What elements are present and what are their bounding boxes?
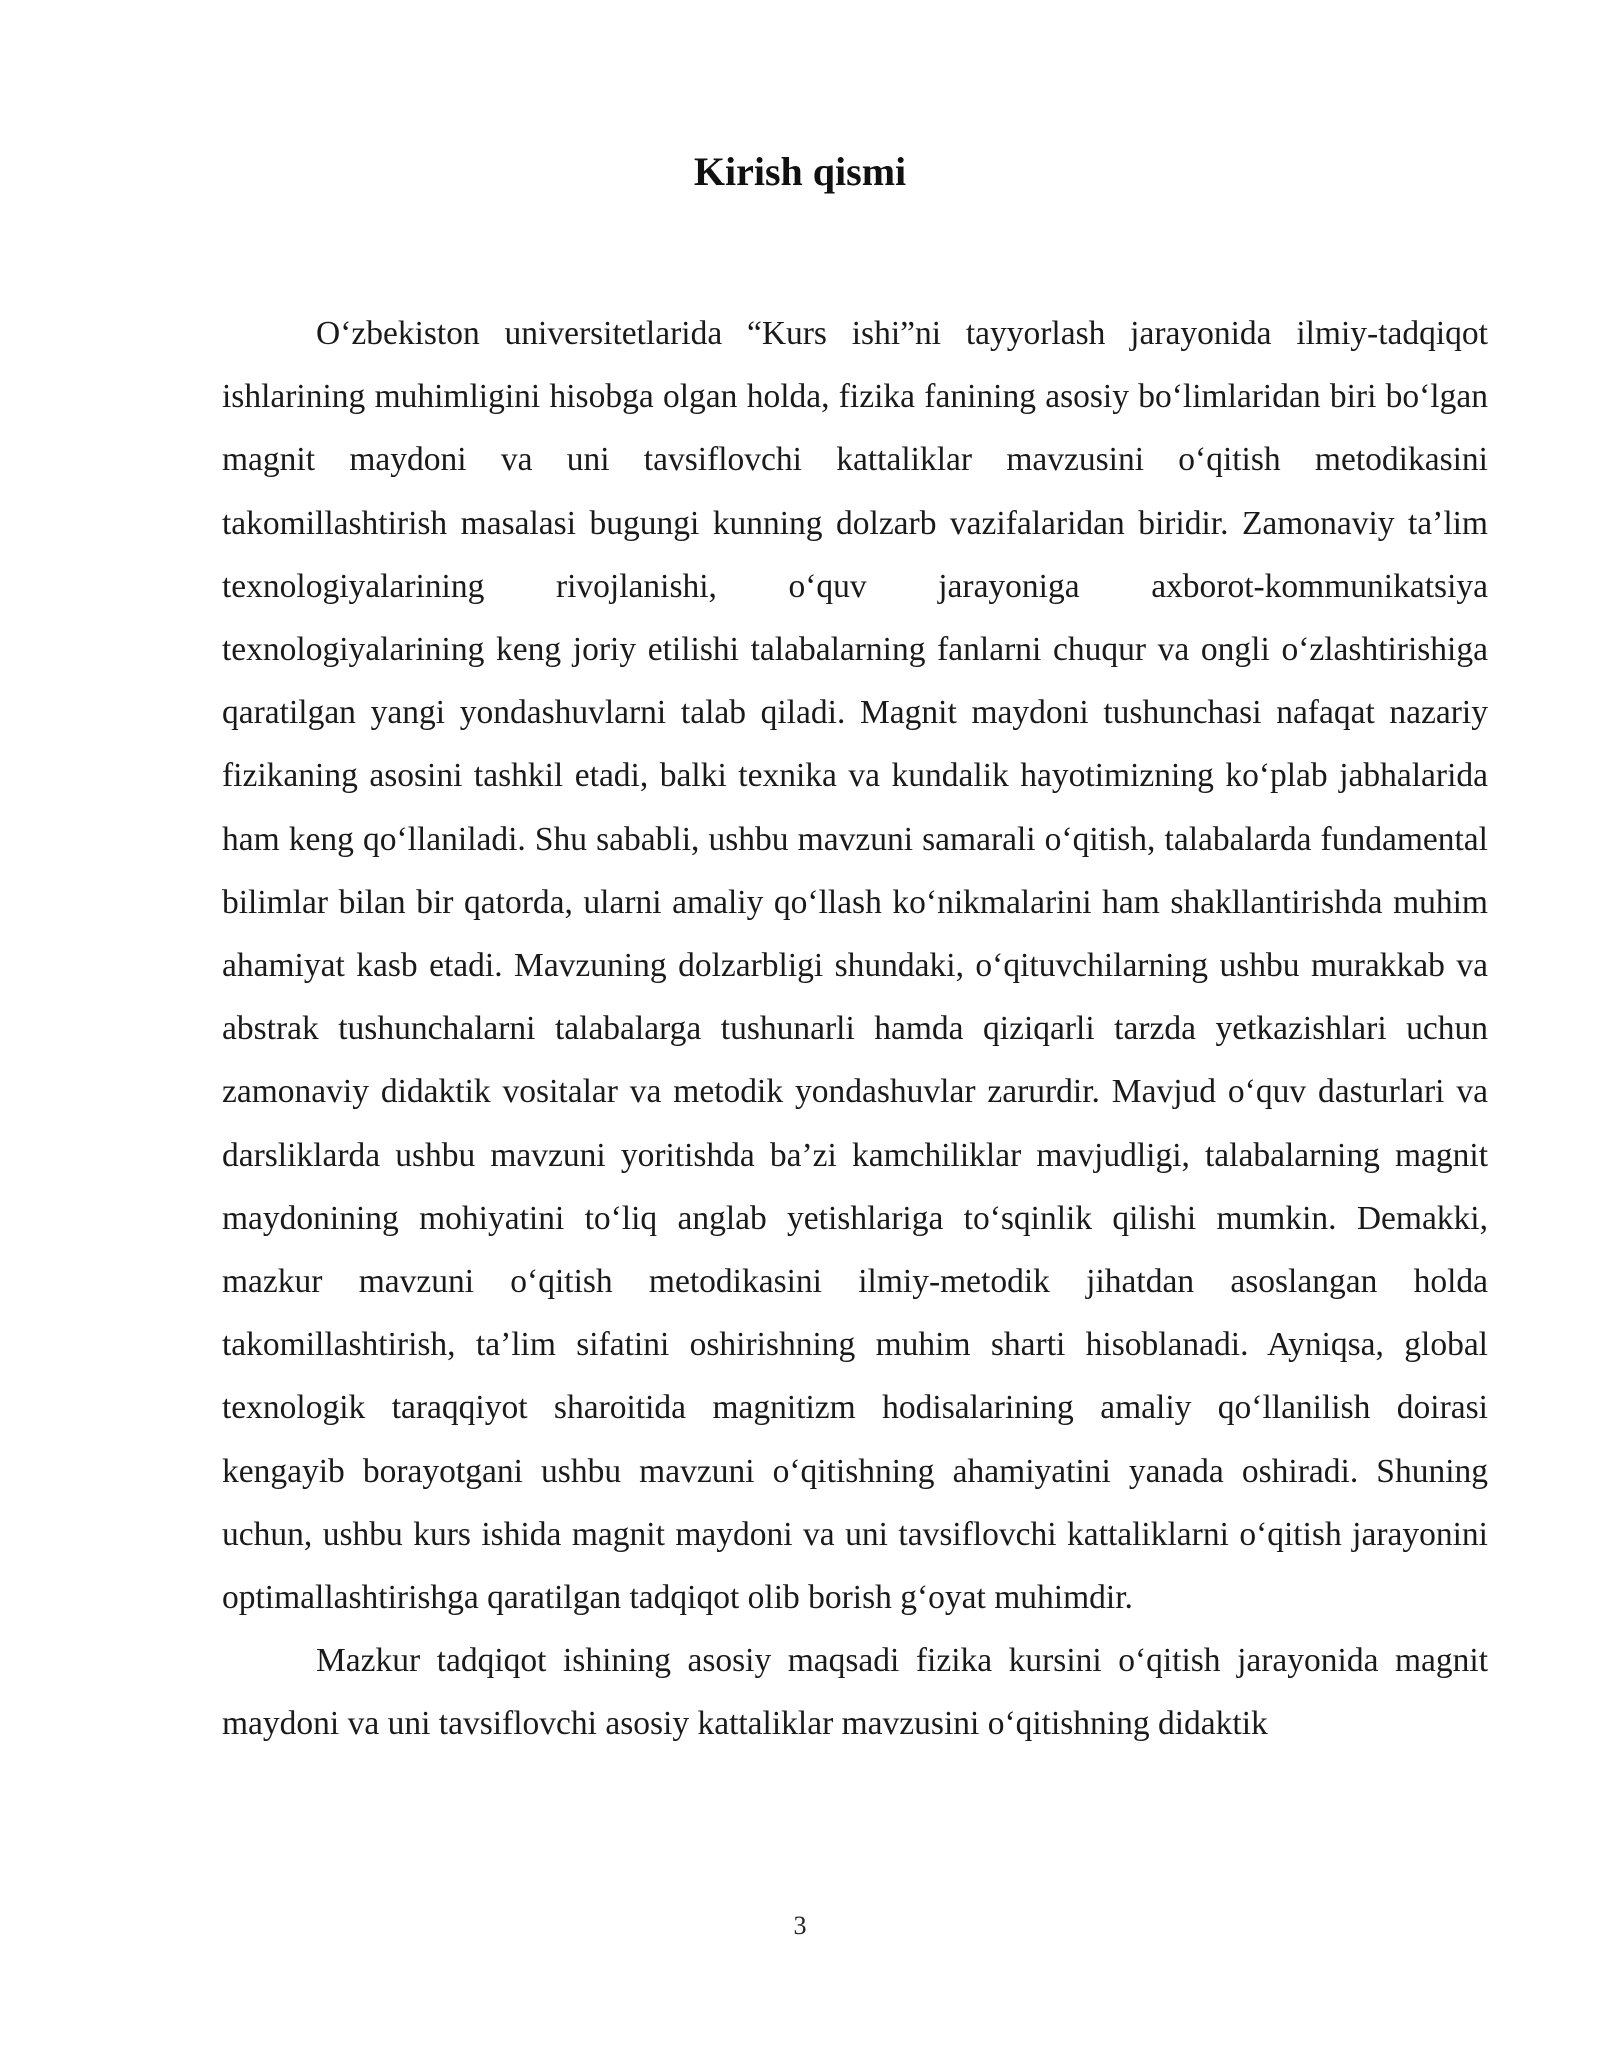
body-text	[222, 302, 1488, 1756]
page-title: Kirish qismi	[693, 149, 907, 194]
paragraph-introduction: O‘zbekiston universitetlarida “Kurs ishi”ni tayyorlash jarayonida ilmiy-tadqiqot ishlarining muhimligini hisobga olgan holda, fizika fanining asosiy bo‘limlaridan biri bo‘lgan magnit maydoni va uni tavsiflovchi kattaliklar mavzusini o‘qitish metodikasini takomillashtirish masalasi bugungi kunning dolzarb vazifalaridan biridir. Zamonaviy ta’lim texnologiyalarining rivojlanishi, o‘quv jarayoniga axborot-kommunikatsiya texnologiyalarining keng joriy etilishi talabalarning fanlarni chuqur va ongli o‘zlashtirishiga qaratilgan yangi yondashuvlarni talab qiladi. Magnit maydoni tushunchasi nafaqat nazariy fizikaning asosini tashkil etadi, balki texnika va kundalik hayotimizning ko‘plab jabhalarida ham keng qo‘llaniladi. Shu sababli, ushbu mavzuni samarali o‘qitish, talabalarda fundamental bilimlar bilan bir qatorda, ularni amaliy qo‘llash ko‘nikmalarini ham shakllantirishda muhim ahamiyat kasb etadi. Mavzuning dolzarbligi shundaki, o‘qituvchilarning ushbu murakkab va abstrak tushunchalarni talabalarga tushunarli hamda qiziqarli tarzda yetkazishlari uchun zamonaviy didaktik vositalar va metodik yondashuvlar zarurdir. Mavjud o‘quv dasturlari va darsliklarda ushbu mavzuni yoritishda ba’zi kamchiliklar mavjudligi, talabalarning magnit maydonining mohiyatini to‘liq anglab yetishlariga to‘sqinlik qilishi mumkin. Demakki, mazkur mavzuni o‘qitish metodikasini ilmiy-metodik jihatdan asoslangan holda takomillashtirish, ta’lim sifatini oshirishning muhim sharti hisoblanadi. Ayniqsa, global texnologik taraqqiyot sharoitida magnitizm hodisalarining amaliy qo‘llanilish doirasi kengayib borayotgani ushbu mavzuni o‘qitishning ahamiyatini yanada oshiradi. Shuning uchun, ushbu kurs ishida magnit maydoni va uni tavsiflovchi kattaliklarni o‘qitish jarayonini optimallashtirishga qaratilgan tadqiqot olib borish g‘oyat muhimdir.	[222, 315, 1488, 1617]
paragraph-research-goal: Mazkur tadqiqot ishining asosiy maqsadi fizika kursini o‘qitish jarayonida magnit maydoni va uni tavsiflovchi asosiy kattaliklar mavzusini o‘qitishning didaktik	[222, 1642, 1488, 1743]
page-number: 3	[793, 1911, 807, 1940]
